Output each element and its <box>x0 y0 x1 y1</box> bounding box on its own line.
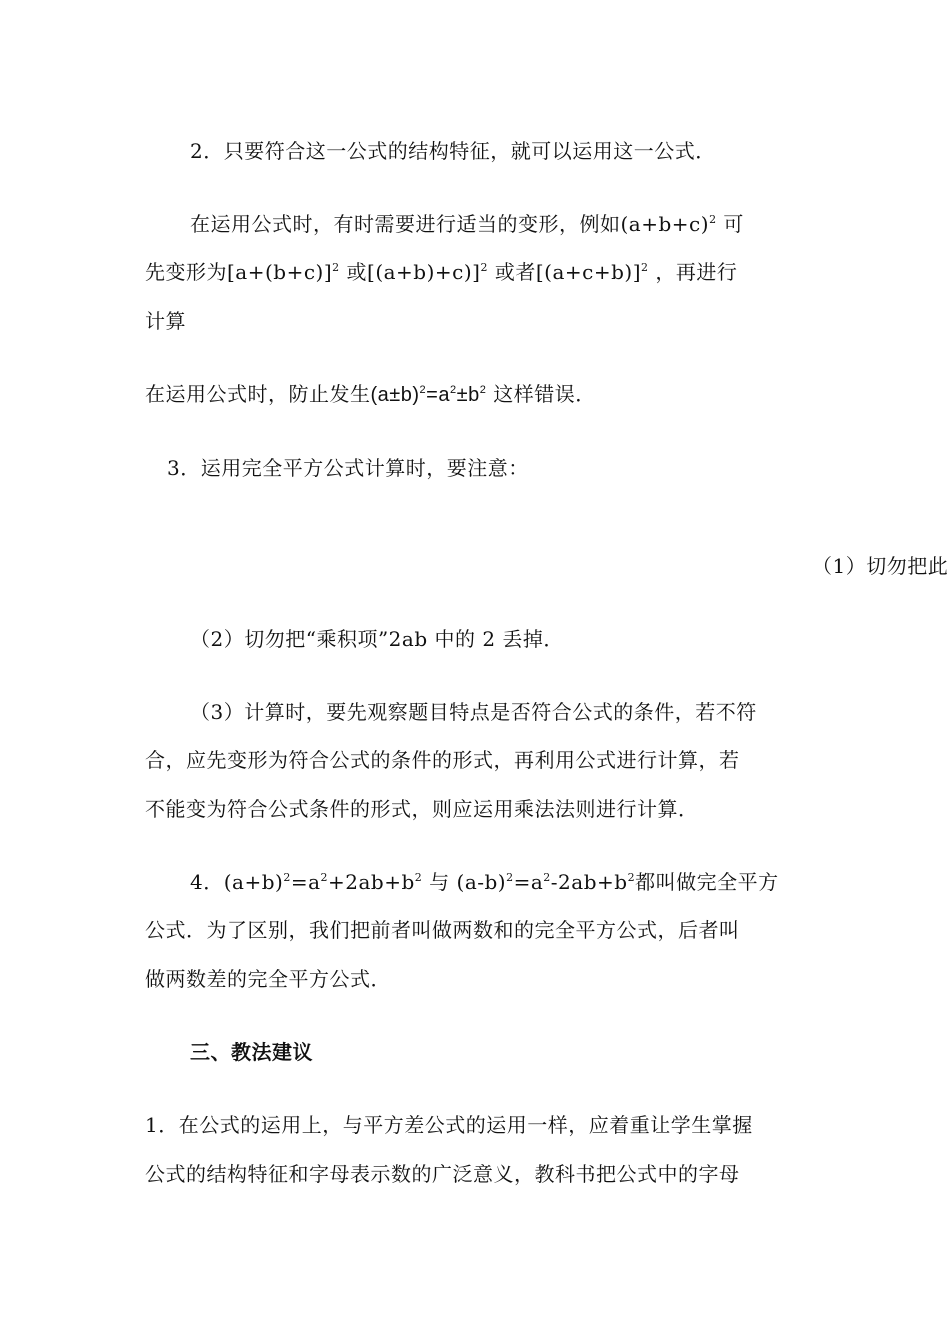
note-3-line-3 <box>145 795 699 823</box>
text: 合，应先变形为符合公式的条件的形式，再利用公式进行计算，若 <box>145 748 740 772</box>
text: 在运用公式时，防止发生 <box>145 382 371 406</box>
text: 这样错误． <box>486 382 596 406</box>
point-4-line-1 <box>190 868 779 896</box>
text: 计算 <box>145 309 186 333</box>
text: ，再进行 <box>648 260 738 284</box>
text: 公式．为了区别，我们把前者叫做两数和的完全平方公式，后者叫 <box>145 918 740 942</box>
point-4-line-2 <box>145 916 740 944</box>
text: 或[(a+b)+c)] <box>339 260 481 284</box>
superscript: 2 <box>641 261 649 274</box>
superscript: 2 <box>506 871 514 884</box>
error-warning-line <box>145 380 596 409</box>
superscript: 2 <box>479 384 487 396</box>
superscript: 2 <box>480 261 488 274</box>
note-3-line-1 <box>190 698 757 726</box>
formula: =a <box>426 384 450 406</box>
note-1 <box>812 552 948 580</box>
text: 4．(a+b) <box>190 870 284 894</box>
superscript: 2 <box>543 871 551 884</box>
text: +2ab+b <box>328 870 415 894</box>
text: （3）计算时，要先观察题目特点是否符合公式的条件，若不符 <box>190 700 757 724</box>
text: =a <box>290 870 321 894</box>
text: 做两数差的完全平方公式． <box>145 967 391 991</box>
point-3 <box>167 454 529 482</box>
superscript: 2 <box>332 261 340 274</box>
section-heading <box>190 1038 313 1066</box>
superscript: 2 <box>320 871 329 884</box>
note-3-line-2 <box>145 746 740 774</box>
heading-text: 三、教法建议 <box>190 1040 313 1064</box>
point-4-line-3 <box>145 965 391 993</box>
note-2 <box>190 625 564 653</box>
text: 2．只要符合这一公式的结构特征，就可以运用这一公式． <box>190 139 716 163</box>
text: 或者[(a+c+b)] <box>487 260 641 284</box>
text: 不能变为符合公式条件的形式，则应运用乘法法则进行计算． <box>145 797 699 821</box>
text: （2）切勿把“乘积项”2ab 中的 2 丢掉． <box>190 627 564 651</box>
deformation-line-3 <box>145 307 186 335</box>
text: 公式的结构特征和字母表示数的广泛意义，教科书把公式中的字母 <box>145 1162 740 1186</box>
suggestion-1-line-1 <box>145 1111 753 1139</box>
deformation-line-2 <box>145 258 737 286</box>
text: 在运用公式时，有时需要进行适当的变形，例如(a+b+c) <box>190 212 710 236</box>
superscript: 2 <box>709 213 717 226</box>
text: 都叫做完全平方 <box>635 870 779 894</box>
superscript: 2 <box>414 871 423 884</box>
superscript: 2 <box>419 384 427 396</box>
formula: ±b <box>456 384 480 406</box>
formula: (a±b) <box>370 384 420 406</box>
text: 3．运用完全平方公式计算时，要注意： <box>167 456 529 480</box>
text: =a <box>513 870 544 894</box>
superscript: 2 <box>449 384 457 396</box>
superscript: 2 <box>627 871 636 884</box>
deformation-line-1 <box>190 210 744 238</box>
text: 与 (a-b) <box>422 870 507 894</box>
text: 先变形为[a+(b+c)] <box>145 260 333 284</box>
suggestion-1-line-2 <box>145 1160 740 1188</box>
text: -2ab+b <box>550 870 628 894</box>
text: （1）切勿把此 <box>812 554 949 578</box>
text: 可 <box>716 212 744 236</box>
point-2 <box>190 137 716 165</box>
superscript: 2 <box>283 871 291 884</box>
text: 1．在公式的运用上，与平方差公式的运用一样，应着重让学生掌握 <box>145 1113 753 1137</box>
